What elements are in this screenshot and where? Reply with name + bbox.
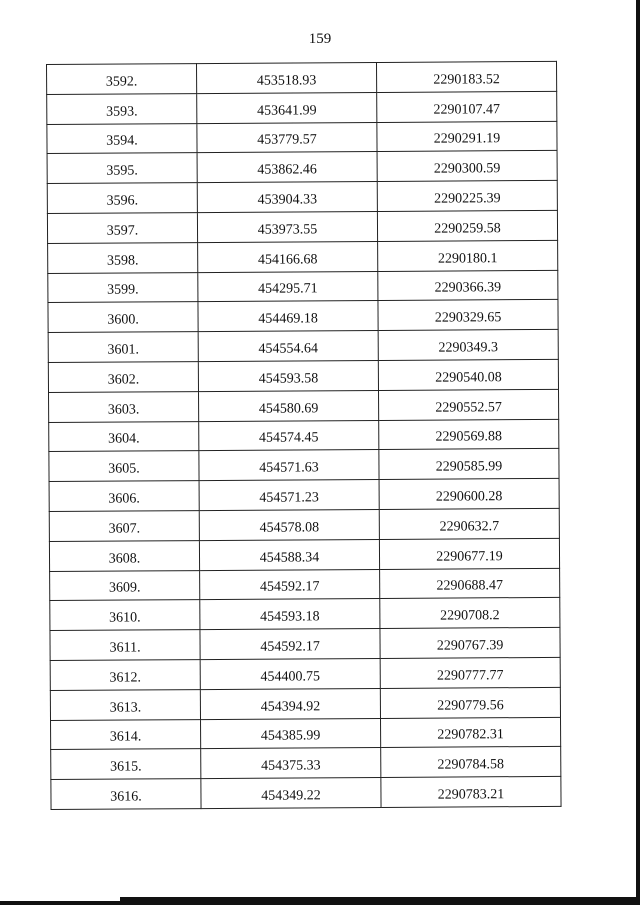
y-coordinate-cell: 2290349.3 [378,330,558,361]
x-coordinate-cell: 454592.17 [200,569,380,600]
y-coordinate-cell: 2290783.21 [381,776,561,807]
table-row [50,598,560,631]
point-number-cell: 3601. [48,332,198,363]
table-row [49,508,559,541]
y-coordinate-cell: 2290180.1 [378,240,558,271]
y-coordinate-cell: 2290600.28 [379,479,559,510]
y-coordinate-cell: 2290107.47 [377,91,557,122]
table-row [49,479,559,512]
y-coordinate-cell: 2290782.31 [381,717,561,748]
x-coordinate-cell: 454593.58 [198,360,378,391]
y-coordinate-cell: 2290183.52 [376,61,556,92]
y-coordinate-cell: 2290225.39 [377,181,557,212]
table-row [48,300,558,333]
x-coordinate-cell: 454578.08 [199,509,379,540]
y-coordinate-cell: 2290300.59 [377,151,557,182]
coordinates-table [46,61,562,810]
point-number-cell: 3614. [51,719,201,750]
x-coordinate-cell: 453518.93 [197,62,377,93]
table-row [47,61,557,94]
point-number-cell: 3608. [49,540,199,571]
y-coordinate-cell: 2290677.19 [379,538,559,569]
y-coordinate-cell: 2290569.88 [379,419,559,450]
table-row [48,240,558,273]
y-coordinate-cell: 2290259.58 [377,210,557,241]
y-coordinate-cell: 2290779.56 [380,687,560,718]
table-row [51,717,561,750]
table-row [48,359,558,392]
x-coordinate-cell: 454349.22 [201,778,381,809]
table-row [47,121,557,154]
table-row [48,270,558,303]
y-coordinate-cell: 2290329.65 [378,300,558,331]
table-row [51,747,561,780]
y-coordinate-cell: 2290585.99 [379,449,559,480]
page-number: 159 [308,31,332,47]
x-coordinate-cell: 454571.23 [199,480,379,511]
table-row [47,151,557,184]
point-number-cell: 3611. [50,630,200,661]
x-coordinate-cell: 453641.99 [197,92,377,123]
point-number-cell: 3609. [50,570,200,601]
point-number-cell: 3597. [47,213,197,244]
table-row [50,628,560,661]
point-number-cell: 3592. [47,64,197,95]
x-coordinate-cell: 453904.33 [197,182,377,213]
y-coordinate-cell: 2290777.77 [380,657,560,688]
point-number-cell: 3595. [47,153,197,184]
point-number-cell: 3604. [49,421,199,452]
x-coordinate-cell: 454166.68 [198,241,378,272]
y-coordinate-cell: 2290291.19 [377,121,557,152]
x-coordinate-cell: 454592.17 [200,629,380,660]
table-row [50,687,560,720]
x-coordinate-cell: 454400.75 [200,658,380,689]
x-coordinate-cell: 454295.71 [198,271,378,302]
coordinates-table-body [47,61,562,809]
point-number-cell: 3594. [47,123,197,154]
y-coordinate-cell: 2290366.39 [378,270,558,301]
y-coordinate-cell: 2290767.39 [380,628,560,659]
x-coordinate-cell: 454469.18 [198,301,378,332]
x-coordinate-cell: 454394.92 [200,688,380,719]
table-row [47,210,557,243]
point-number-cell: 3616. [51,779,201,810]
point-number-cell: 3606. [49,481,199,512]
y-coordinate-cell: 2290632.7 [379,508,559,539]
table-row [49,419,559,452]
y-coordinate-cell: 2290708.2 [380,598,560,629]
bottom-border [120,897,636,901]
point-number-cell: 3612. [50,660,200,691]
point-number-cell: 3615. [51,749,201,780]
x-coordinate-cell: 454580.69 [199,390,379,421]
point-number-cell: 3603. [49,391,199,422]
table-row [50,568,560,601]
x-coordinate-cell: 453973.55 [197,211,377,242]
table-row [49,389,559,422]
point-number-cell: 3600. [48,302,198,333]
point-number-cell: 3607. [49,511,199,542]
table-row [47,91,557,124]
y-coordinate-cell: 2290552.57 [378,389,558,420]
y-coordinate-cell: 2290540.08 [378,359,558,390]
point-number-cell: 3596. [47,183,197,214]
x-coordinate-cell: 454593.18 [200,599,380,630]
x-coordinate-cell: 454554.64 [198,331,378,362]
point-number-cell: 3605. [49,451,199,482]
x-coordinate-cell: 454571.63 [199,450,379,481]
table-row [49,449,559,482]
point-number-cell: 3610. [50,600,200,631]
x-coordinate-cell: 454588.34 [199,539,379,570]
point-number-cell: 3602. [48,362,198,393]
point-number-cell: 3599. [48,272,198,303]
y-coordinate-cell: 2290688.47 [380,568,560,599]
table-row [48,330,558,363]
x-coordinate-cell: 453862.46 [197,152,377,183]
x-coordinate-cell: 454574.45 [199,420,379,451]
x-coordinate-cell: 453779.57 [197,122,377,153]
y-coordinate-cell: 2290784.58 [381,747,561,778]
x-coordinate-cell: 454375.33 [201,748,381,779]
table-row [51,776,561,809]
table-row [49,538,559,571]
point-number-cell: 3598. [48,242,198,273]
point-number-cell: 3613. [50,689,200,720]
point-number-cell: 3593. [47,93,197,124]
x-coordinate-cell: 454385.99 [201,718,381,749]
table-row [47,181,557,214]
table-row [50,657,560,690]
